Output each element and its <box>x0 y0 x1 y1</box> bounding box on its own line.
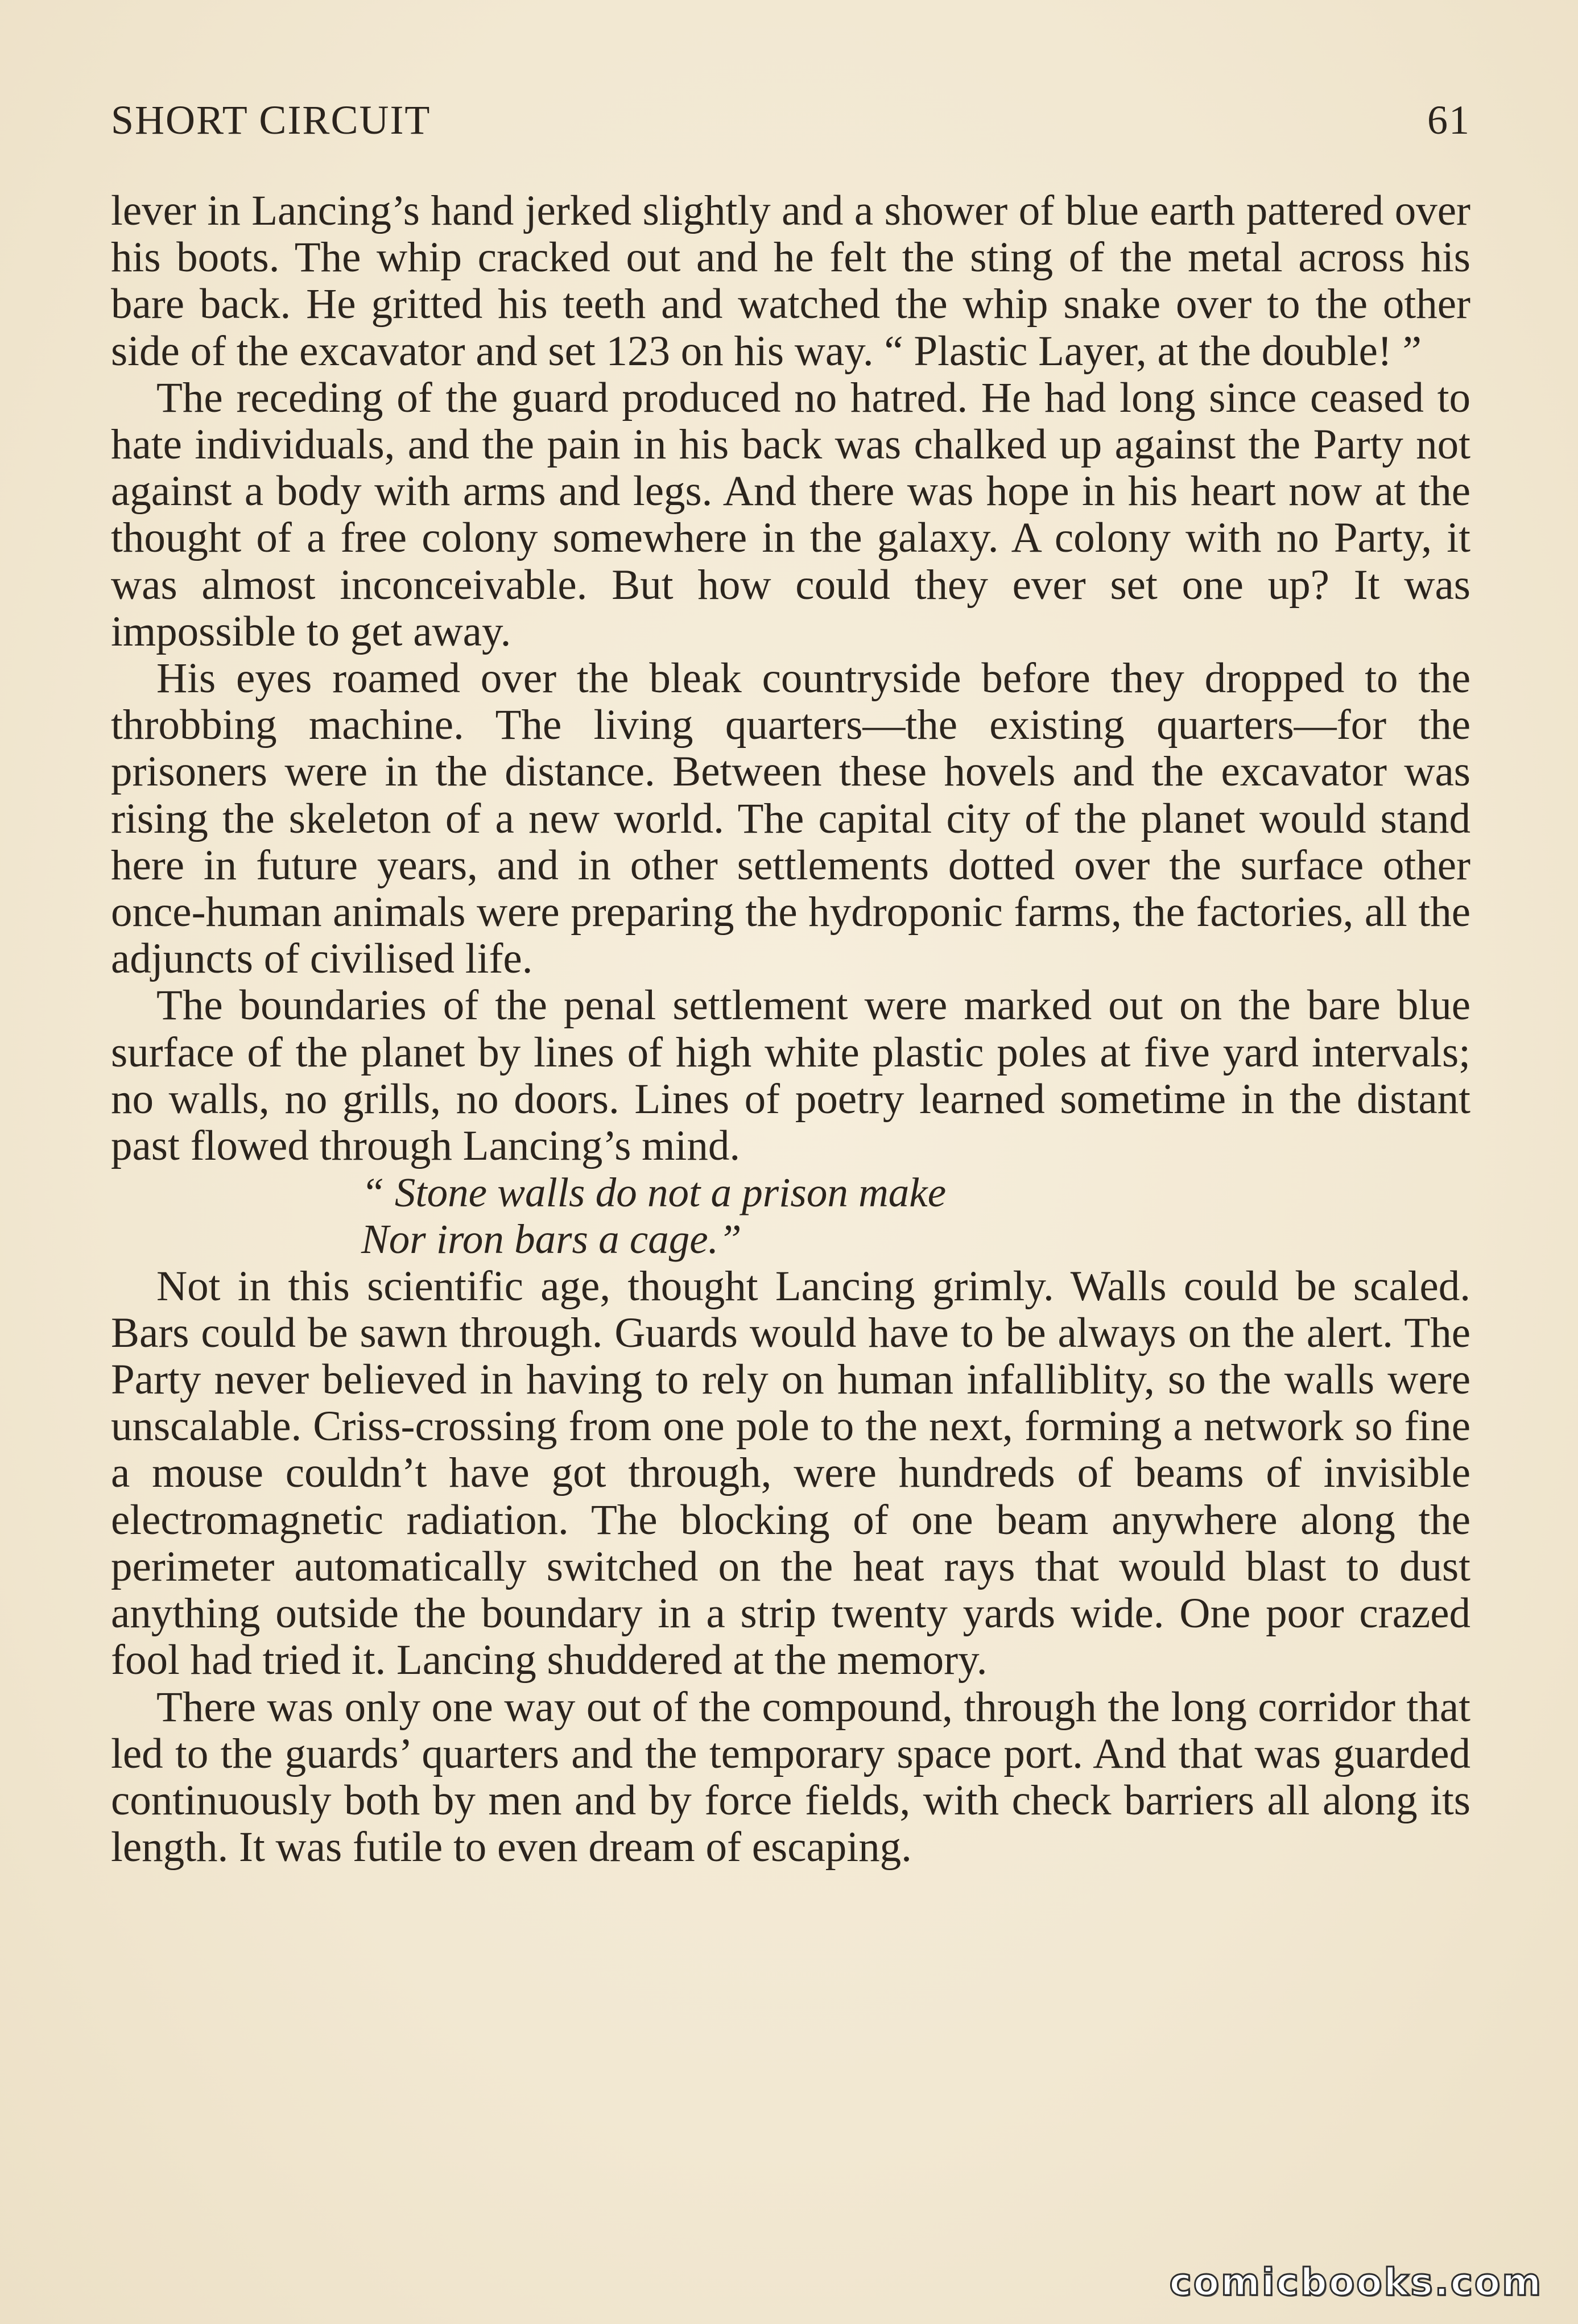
paragraph-2: The receding of the guard produced no hatred. He had long since ceased to hate individuals, and the pain in his back was chalked up against the Party not against a body with arms and legs. And there was hope in his heart now at the thought of a free colony somewhere in the galaxy. A colony with no Party, it was almost inconceivable. But how could they ever set one up? It was impossible to get away. <box>111 374 1470 655</box>
poetry-line-1: “ Stone walls do not a prison make <box>361 1169 947 1216</box>
running-head-title: SHORT CIRCUIT <box>111 97 431 143</box>
watermark-logo: comicbooks.com <box>1169 2260 1543 2304</box>
paragraph-4: The boundaries of the penal settlement were marked out on the bare blue surface of the planet by lines of high white plastic poles at five yard intervals; no walls, no grills, no doors. Lines of poetry learned sometime in the distant past flowed through Lancing’s mind. <box>111 982 1470 1170</box>
paragraph-1: lever in Lancing’s hand jerked slightly and a shower of blue earth pattered over his boots. The whip cracked out and he felt the sting of the metal across his bare back. He gritted his teeth and watched the whip snake over to the other side of the excavator and set 123 on his way. “ Plastic Layer, at the double! ” <box>111 187 1470 375</box>
body-text <box>111 188 1470 1871</box>
paragraph-6: There was only one way out of the compound, through the long corridor that led to the guards’ quarters and the temporary space port. And that was guarded continuously both by men and by force fields, with check barriers all along its length. It was futile to even dream of escaping. <box>111 1683 1470 1871</box>
paragraph-5: Not in this scientific age, thought Lancing grimly. Walls could be scaled. Bars could be sawn through. Guards would have to be always on the alert. The Party never believed in having to rely on human infalliblity, so the walls were unscalable. Criss-crossing from one pole to the next, forming a network so fine a mouse couldn’t have got through, were hundreds of beams of invisible electromagnetic radiation. The blocking of one beam anywhere along the perimeter automatically switched on the heat rays that would blast to dust anything outside the boundary in a strip twenty yards wide. One poor crazed fool had tried it. Lancing shuddered at the memory. <box>111 1262 1470 1684</box>
paragraph-3: His eyes roamed over the bleak countryside before they dropped to the throbbing machine. The living quarters—the existing quarters—for the prisoners were in the distance. Between these hovels and the excavator was rising the skeleton of a new world. The capital city of the planet would stand here in future years, and in other settlements dotted over the surface other once-human animals were preparing the hydroponic farms, the factories, all the adjuncts of civilised life. <box>111 655 1470 983</box>
page-number: 61 <box>1427 97 1470 143</box>
poetry-line-2: Nor iron bars a cage.” <box>361 1216 742 1263</box>
poetry-quote <box>111 1169 1470 1263</box>
running-head <box>111 97 1470 154</box>
